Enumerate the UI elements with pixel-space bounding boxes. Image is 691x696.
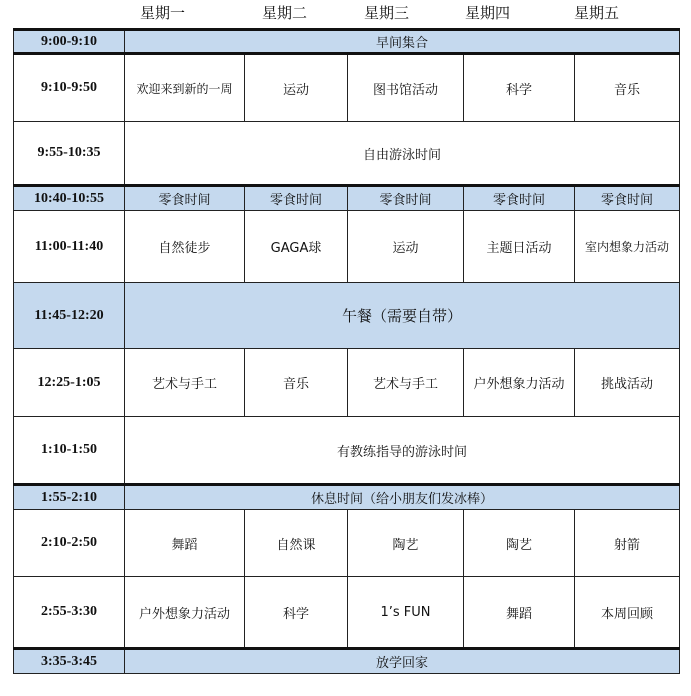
time-slot: 11:45-12:20 xyxy=(14,283,125,349)
table-row xyxy=(14,649,680,674)
activity-cell: 陶艺 xyxy=(464,510,575,577)
activity-cell: 科学 xyxy=(245,577,348,649)
time-slot: 10:40-10:55 xyxy=(14,186,125,211)
activity-cell: 零食时间 xyxy=(464,186,575,211)
time-slot: 1:55-2:10 xyxy=(14,485,125,510)
activity-cell: 艺术与手工 xyxy=(348,349,464,417)
day-header-tuesday: 星期二 xyxy=(262,4,308,22)
table-row xyxy=(14,122,680,186)
activity-cell: 本周回顾 xyxy=(575,577,680,649)
time-slot: 1:10-1:50 xyxy=(14,417,125,485)
table-row xyxy=(14,283,680,349)
activity-cell: 科学 xyxy=(464,54,575,122)
time-slot: 12:25-1:05 xyxy=(14,349,125,417)
activity-cell: 音乐 xyxy=(245,349,348,417)
activity-cell: 挑战活动 xyxy=(575,349,680,417)
activity-cell: 图书馆活动 xyxy=(348,54,464,122)
activity-cell: 舞蹈 xyxy=(125,510,245,577)
time-slot: 2:10-2:50 xyxy=(14,510,125,577)
activity-span: 有教练指导的游泳时间 xyxy=(125,417,680,485)
table-row xyxy=(14,510,680,577)
time-slot: 11:00-11:40 xyxy=(14,211,125,283)
time-slot: 2:55-3:30 xyxy=(14,577,125,649)
table-row xyxy=(14,349,680,417)
activity-span: 早间集合 xyxy=(125,30,680,54)
day-header-friday: 星期五 xyxy=(574,4,620,22)
table-row xyxy=(14,211,680,283)
activity-cell: 欢迎来到新的一周 xyxy=(125,54,245,122)
day-header-thursday: 星期四 xyxy=(465,4,511,22)
activity-span: 自由游泳时间 xyxy=(125,122,680,186)
activity-cell: 射箭 xyxy=(575,510,680,577)
activity-cell: 主题日活动 xyxy=(464,211,575,283)
time-slot: 9:55-10:35 xyxy=(14,122,125,186)
time-slot: 9:00-9:10 xyxy=(14,30,125,54)
table-row xyxy=(14,577,680,649)
table-row xyxy=(14,485,680,510)
activity-cell: 自然徒步 xyxy=(125,211,245,283)
activity-cell: 零食时间 xyxy=(575,186,680,211)
activity-cell: 陶艺 xyxy=(348,510,464,577)
activity-cell: 户外想象力活动 xyxy=(125,577,245,649)
activity-cell: 1’s FUN xyxy=(348,577,464,649)
day-header-monday: 星期一 xyxy=(140,4,186,22)
time-slot: 9:10-9:50 xyxy=(14,54,125,122)
activity-cell: 零食时间 xyxy=(245,186,348,211)
table-row xyxy=(14,54,680,122)
schedule-table xyxy=(13,28,680,674)
table-row xyxy=(14,30,680,54)
activity-cell: 零食时间 xyxy=(125,186,245,211)
activity-cell: 艺术与手工 xyxy=(125,349,245,417)
activity-cell: 室内想象力活动 xyxy=(575,211,680,283)
activity-cell: 自然课 xyxy=(245,510,348,577)
activity-cell: 舞蹈 xyxy=(464,577,575,649)
activity-span: 休息时间（给小朋友们发冰棒） xyxy=(125,485,680,510)
table-row xyxy=(14,417,680,485)
activity-cell: 运动 xyxy=(245,54,348,122)
activity-cell: 运动 xyxy=(348,211,464,283)
time-slot: 3:35-3:45 xyxy=(14,649,125,674)
activity-cell: GAGA球 xyxy=(245,211,348,283)
activity-cell: 零食时间 xyxy=(348,186,464,211)
table-row xyxy=(14,186,680,211)
activity-span: 午餐（需要自带） xyxy=(125,283,680,349)
activity-cell: 户外想象力活动 xyxy=(464,349,575,417)
activity-span: 放学回家 xyxy=(125,649,680,674)
day-header-wednesday: 星期三 xyxy=(364,4,410,22)
activity-cell: 音乐 xyxy=(575,54,680,122)
